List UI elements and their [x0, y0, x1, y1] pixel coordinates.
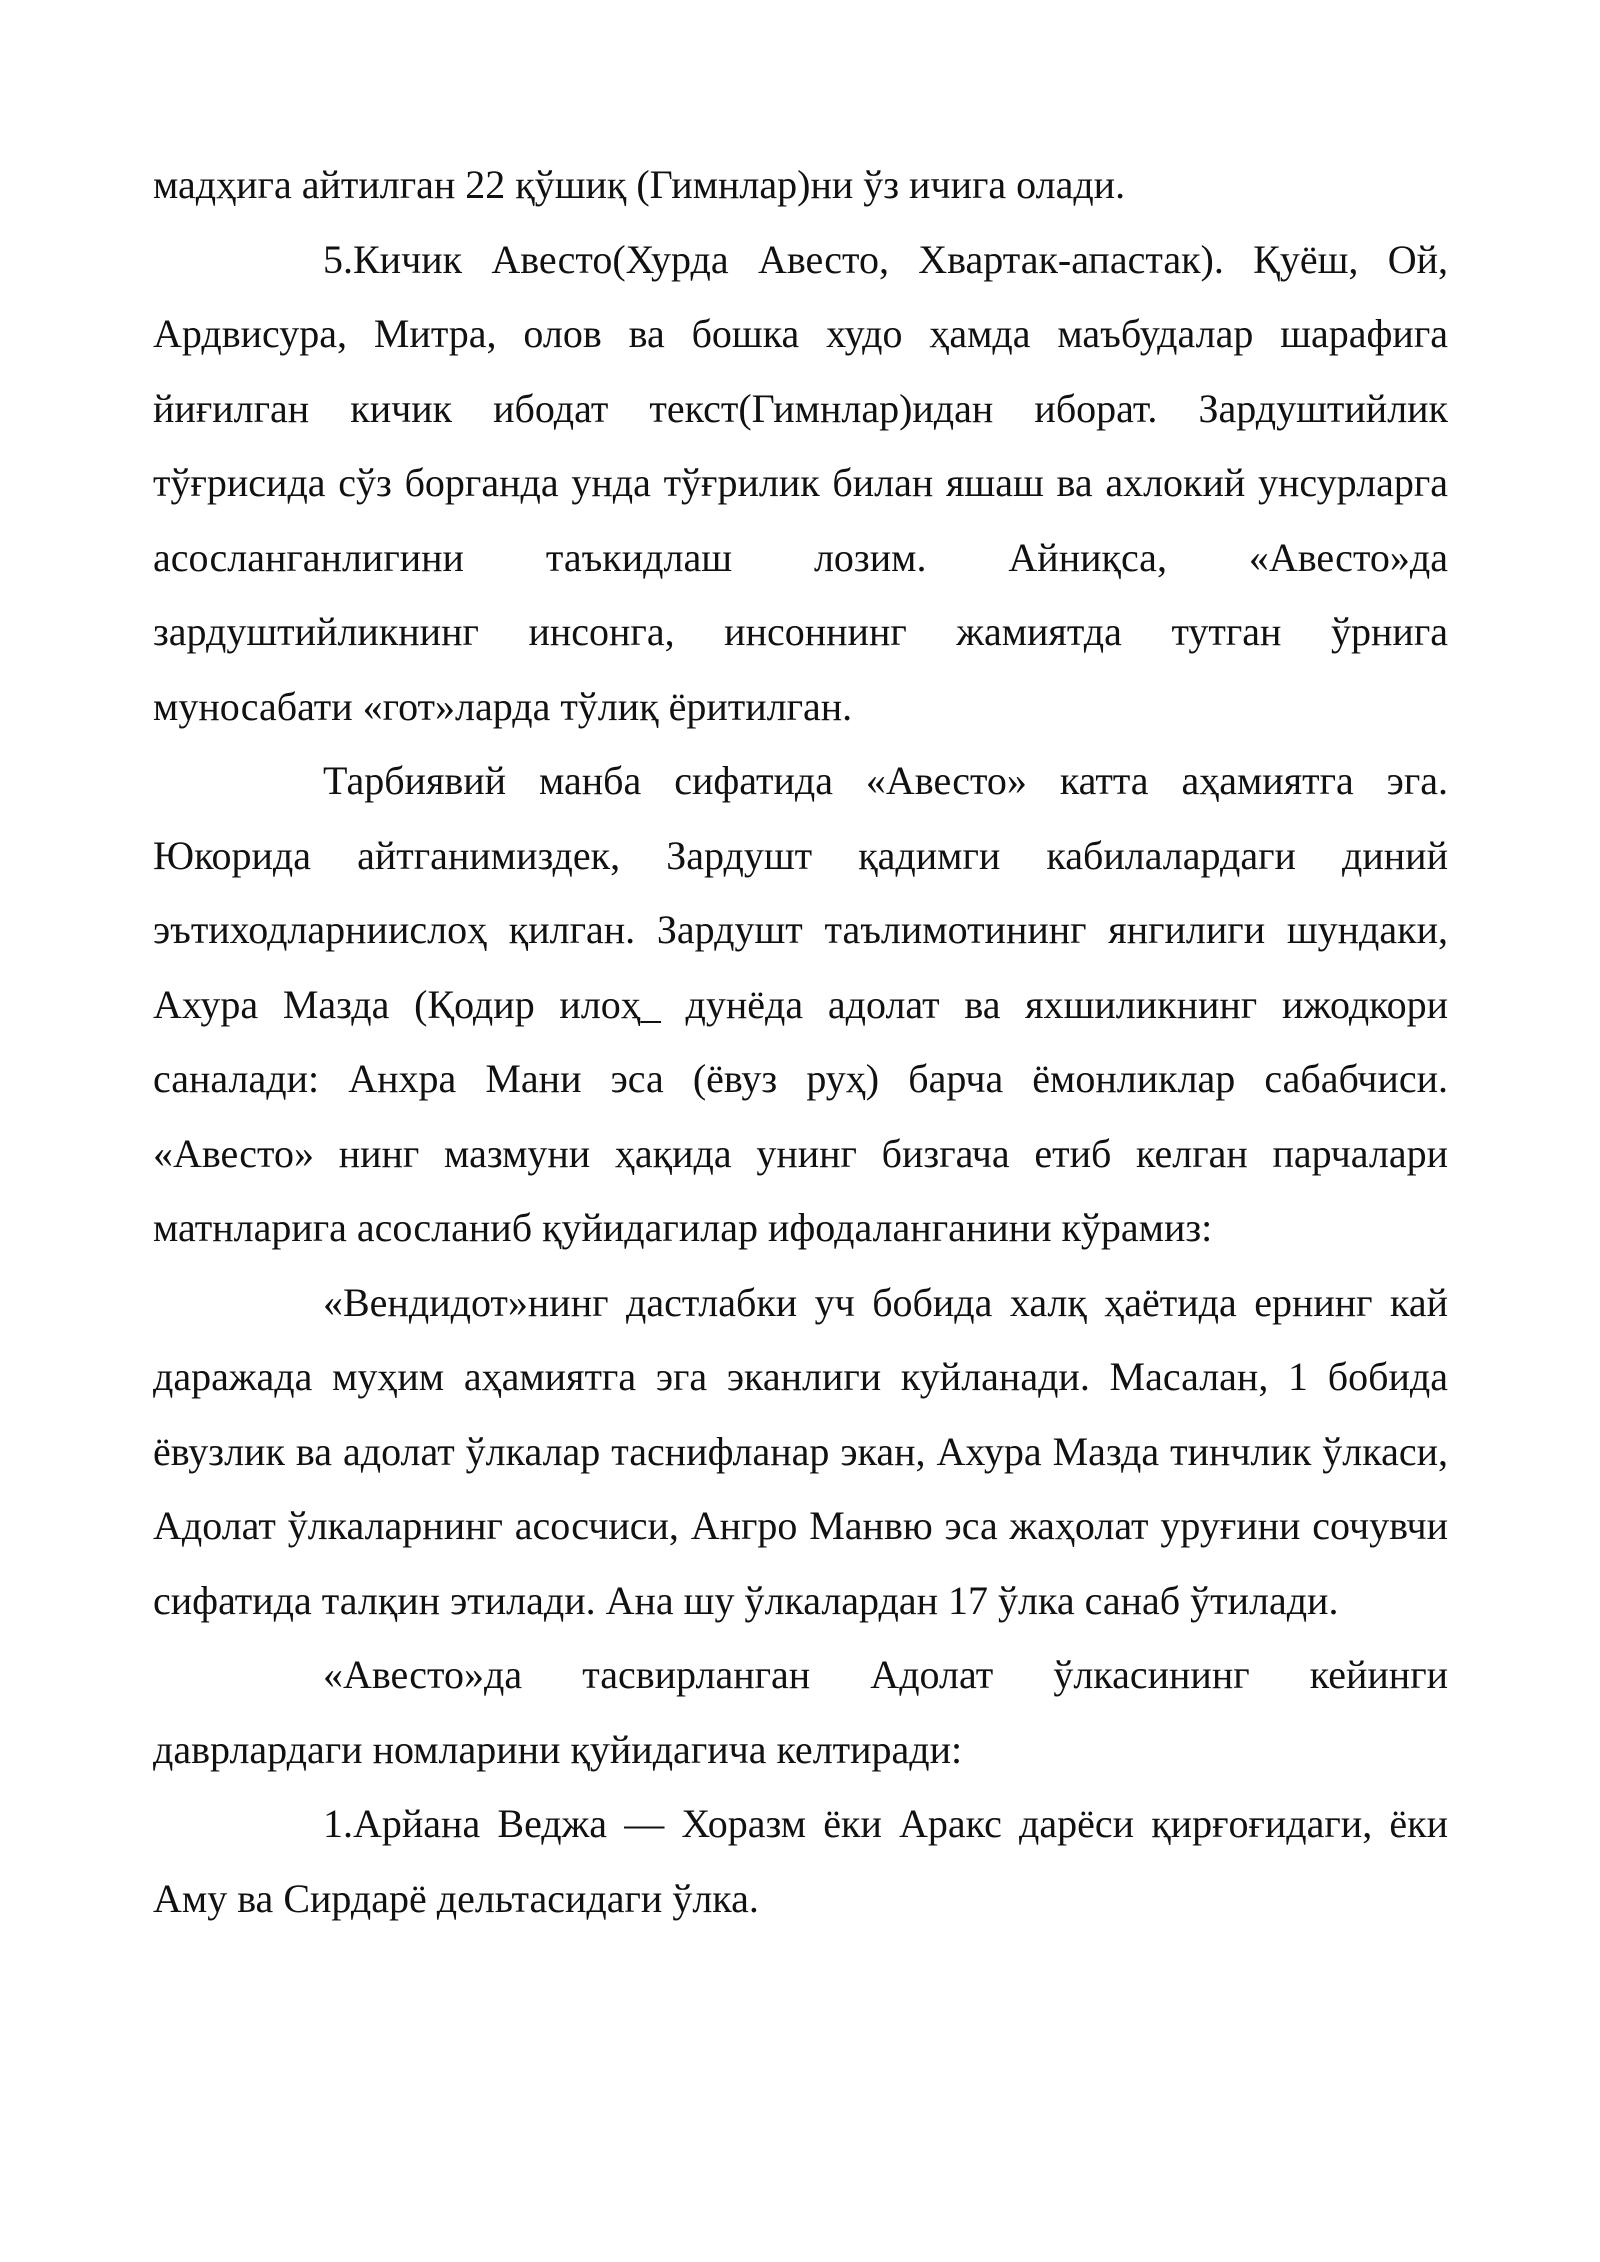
document-body	[153, 148, 1448, 1936]
paragraph-1: мадҳига айтилган 22 қўшиқ (Гимнлар)ни ўз ичига олади.	[153, 162, 1126, 207]
paragraph-4: «Вендидот»нинг дастлабки уч бобида халқ ҳаётида ернинг кай даражада муҳим аҳамиятга эга эканлиги куйланади. Масалан, 1 бобида ёвузлик ва адолат ўлкалар таснифланар экан, Ахура Мазда тинчлик ўлкаси, Адолат ўлкаларнинг асосчиси, Ангро Манвю эса жаҳолат уруғини сочувчи сифатида талқин этилади. Ана шу ўлкалардан 17 ўлка санаб ўтилади.	[153, 1279, 1448, 1623]
paragraph-3: Тарбиявий манба сифатида «Авесто» катта аҳамиятга эга. Юкорида айтганимиздек, Зардушт қадимги кабилалардаги диний эътиходларниислоҳ қилган. Зардушт таълимотининг янгилиги шундаки, Ахура Мазда (Қодир илоҳ_ дунёда адолат ва яхшиликнинг ижодкори саналади: Анхра Мани эса (ёвуз руҳ) барча ёмонликлар сабабчиси. «Авесто» нинг мазмуни ҳақида унинг бизгача етиб келган парчалари матнларига асосланиб қуйидагилар ифодаланганини кўрамиз:	[153, 758, 1448, 1250]
paragraph-5: «Авесто»да тасвирланган Адолат ўлкасининг кейинги даврлардаги номларини қуйидагича келтиради:	[153, 1652, 1448, 1772]
paragraph-2: 5.Кичик Авесто(Хурда Авесто, Хвартак-апастак). Қуёш, Ой, Ардвисура, Митра, олов ва бошка худо ҳамда маъбудалар шарафига йиғилган кичик ибодат текст(Гимнлар)идан иборат. Зардуштийлик тўғрисида сўз борганда унда тўғрилик билан яшаш ва ахлокий унсурларга асосланганлигини таъкидлаш лозим. Айниқса, «Авесто»да зардуштийликнинг инсонга, инсоннинг жамиятда тутган ўрнига муносабати «гот»ларда тўлиқ ёритилган.	[153, 236, 1448, 729]
paragraph-6: 1.Арйана Веджа — Хоразм ёки Аракс дарёси қирғоғидаги, ёки Аму ва Сирдарё дельтасидаги ўлка.	[153, 1801, 1448, 1921]
